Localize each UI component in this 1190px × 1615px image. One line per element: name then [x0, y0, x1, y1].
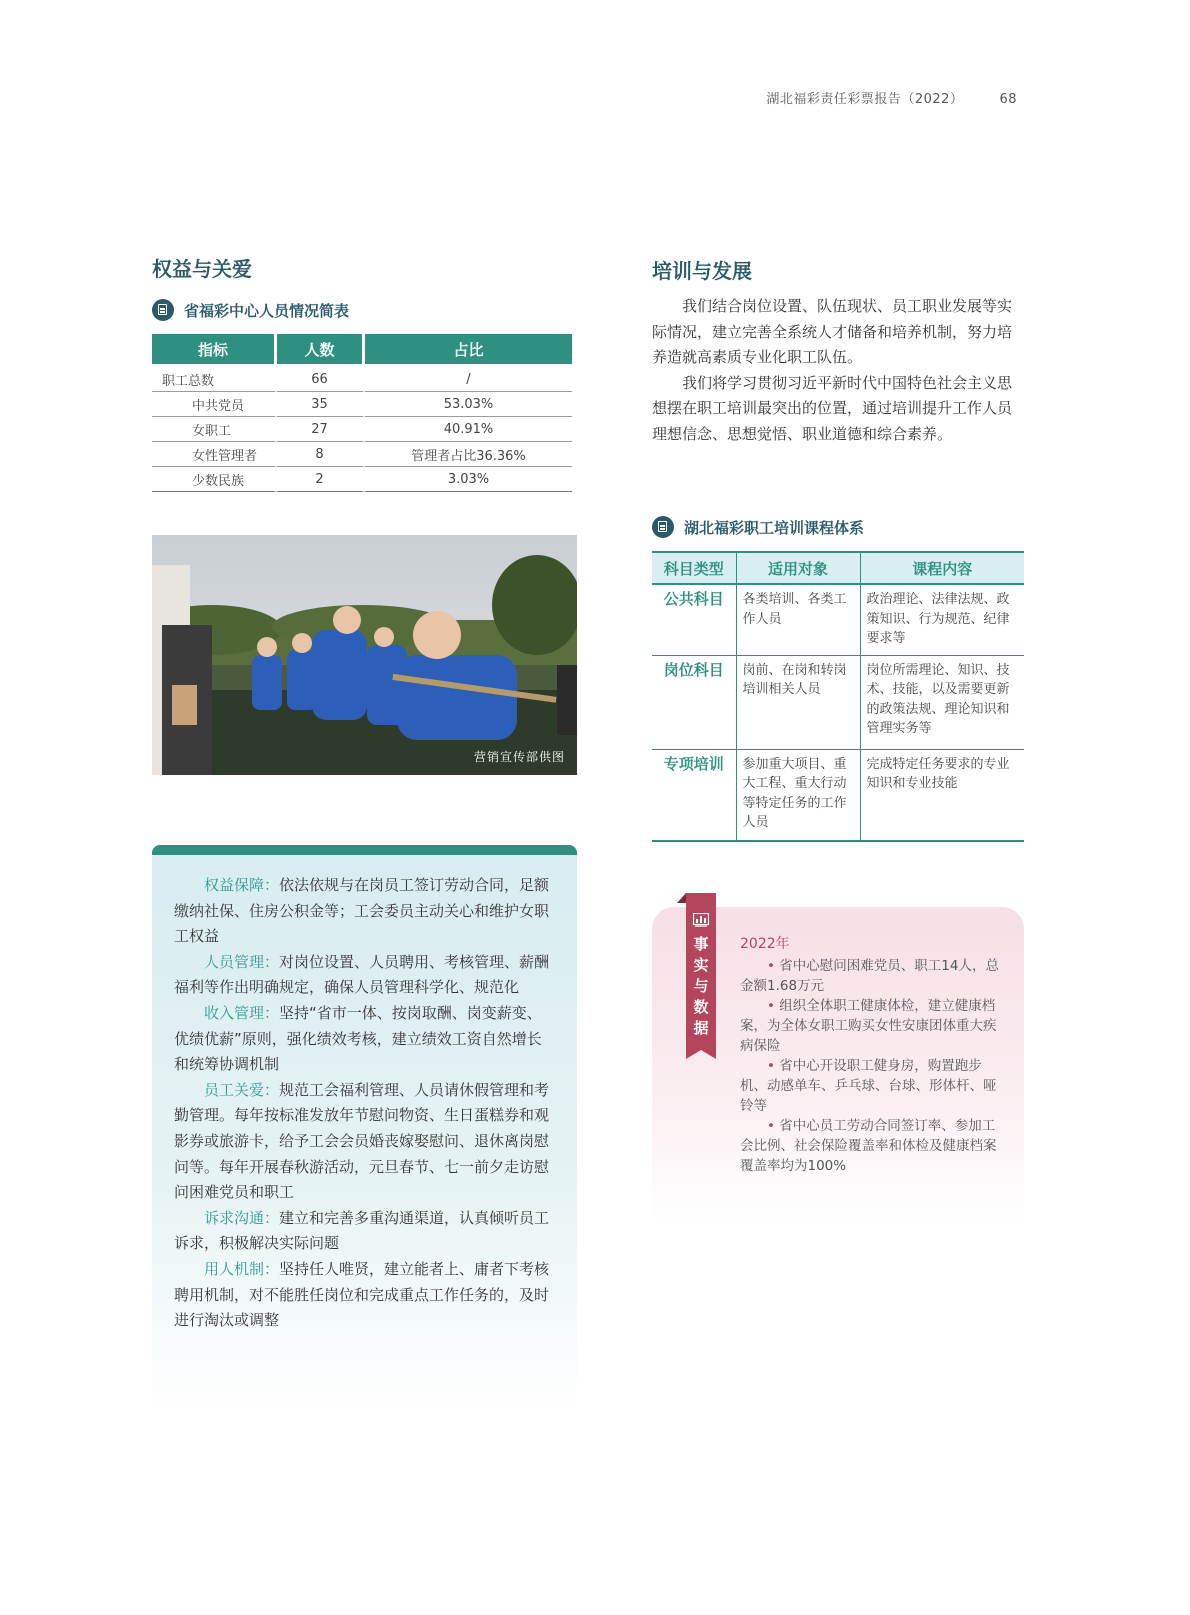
row-label: 女性管理者	[152, 442, 277, 467]
row-ratio: 53.03%	[365, 392, 572, 417]
training-table-header	[652, 552, 1024, 584]
ribbon-char: 事	[693, 935, 709, 953]
ribbon-char: 与	[693, 977, 709, 995]
training-table-title	[652, 516, 864, 538]
training-intro	[652, 294, 1022, 448]
bar-chart-icon	[693, 913, 709, 927]
rights-item	[174, 873, 556, 950]
rights-item-key: 人员管理：	[204, 952, 280, 971]
rights-item-text: 坚持任人唯贤，建立能者上、庸者下考核聘用机制，对不能胜任岗位和完成重点工作任务的，及时进行淘汰或调整	[174, 1259, 550, 1330]
training-table	[652, 551, 1024, 842]
rights-box	[152, 845, 577, 1410]
facts-year: 2022年	[740, 936, 790, 952]
col-header: 人数	[277, 334, 365, 367]
section-title-training: 培训与发展	[652, 259, 752, 283]
bullet-icon: •	[767, 958, 775, 974]
col-header: 占比	[365, 334, 572, 367]
fact-item	[740, 1056, 1002, 1116]
fact-item	[740, 956, 1002, 996]
row-label: 少数民族	[152, 467, 277, 492]
facts-content	[740, 934, 1002, 1176]
fact-text: 省中心员工劳动合同签订率、参加工会比例、社会保险覆盖率和体检及健康档案覆盖率均为100%	[740, 1118, 997, 1174]
course-type: 专项培训	[652, 749, 736, 841]
rights-item-text: 依法依规与在岗员工签订劳动合同，足额缴纳社保、住房公积金等；工会委员主动关心和维护女职工权益	[174, 876, 550, 946]
row-count: 2	[277, 467, 365, 492]
rights-item-key: 员工关爱：	[204, 1080, 280, 1099]
rights-item	[174, 950, 556, 1001]
col-header: 课程内容	[860, 552, 1024, 584]
table-row	[152, 467, 572, 492]
section-title-rights: 权益与关爱	[152, 257, 252, 281]
rights-item-text: 对岗位设置、人员聘用、考核管理、薪酬福利等作出明确规定，确保人员管理科学化、规范化	[174, 952, 550, 997]
ribbon-fold	[677, 893, 686, 903]
document-icon	[652, 516, 674, 538]
bullet-icon: •	[767, 1118, 775, 1134]
table-row	[152, 417, 572, 442]
course-type: 公共科目	[652, 584, 736, 655]
intro-paragraph: 我们将学习贯彻习近平新时代中国特色社会主义思想摆在职工培训最突出的位置，通过培训提升工作人员理想信念、思想觉悟、职业道德和综合素养。	[652, 373, 1013, 443]
training-table-title-text: 湖北福彩职工培训课程体系	[684, 518, 865, 537]
row-count: 66	[277, 367, 365, 392]
intro-paragraph: 我们结合岗位设置、队伍现状、员工职业发展等实际情况，建立完善全系统人才储备和培养机制，努力培养造就高素质专业化职工队伍。	[652, 297, 1013, 367]
report-title: 湖北福彩责任彩票报告（2022）	[766, 92, 964, 107]
rights-item-text: 坚持“省市一体、按岗取酬、岗变薪变、优绩优薪”原则，强化绩效考核，建立绩效工资自然增长和统筹协调机制	[174, 1003, 542, 1074]
rights-box-text	[174, 873, 556, 1334]
ribbon-char: 实	[693, 956, 709, 974]
rights-item	[174, 1257, 556, 1334]
table-row	[152, 442, 572, 467]
row-ratio: 3.03%	[365, 467, 572, 492]
row-label: 女职工	[152, 417, 277, 442]
col-header: 指标	[152, 334, 277, 367]
table-row	[152, 392, 572, 417]
row-ratio: 40.91%	[365, 417, 572, 442]
photo-illustration	[152, 535, 577, 775]
row-count: 8	[277, 442, 365, 467]
table-row	[652, 749, 1024, 841]
fact-item	[740, 1116, 1002, 1176]
course-target: 各类培训、各类工作人员	[736, 584, 860, 655]
rights-item-key: 收入管理：	[204, 1003, 280, 1022]
table-row	[652, 655, 1024, 749]
rights-item	[174, 1001, 556, 1078]
ribbon-tail	[686, 1050, 716, 1059]
fact-text: 省中心开设职工健身房，购置跑步机、动感单车、乒乓球、台球、形体杆、哑铃等	[740, 1058, 997, 1114]
row-ratio: 管理者占比36.36%	[365, 442, 572, 467]
rights-item-key: 诉求沟通：	[204, 1208, 280, 1227]
row-label: 中共党员	[152, 392, 277, 417]
staff-table-header	[152, 334, 572, 367]
fact-text: 省中心慰问困难党员、职工14人，总金额1.68万元	[740, 958, 999, 994]
row-count: 27	[277, 417, 365, 442]
page-number: 68	[999, 92, 1017, 107]
rights-item-key: 权益保障：	[204, 876, 280, 894]
staff-table-title	[152, 299, 349, 321]
tug-of-war-photo	[152, 535, 577, 775]
col-header: 科目类型	[652, 552, 736, 584]
bullet-icon: •	[767, 1058, 775, 1074]
rights-item	[174, 1206, 556, 1257]
course-type: 岗位科目	[652, 655, 736, 749]
course-content: 岗位所需理论、知识、技术、技能，以及需要更新的政策法规、理论知识和管理实务等	[860, 655, 1024, 749]
row-count: 35	[277, 392, 365, 417]
fact-text: 组织全体职工健康体检，建立健康档案，为全体女职工购买女性安康团体重大疾病保险	[740, 998, 997, 1054]
rights-box-bar	[152, 845, 577, 855]
page-header	[766, 88, 1017, 107]
photo-caption: 营销宣传部供图	[473, 750, 565, 764]
staff-table	[152, 334, 572, 492]
rights-item	[174, 1078, 556, 1206]
staff-table-title-text: 省福彩中心人员情况简表	[184, 301, 350, 320]
document-icon	[152, 299, 174, 321]
course-content: 完成特定任务要求的专业知识和专业技能	[860, 749, 1024, 841]
course-target: 参加重大项目、重大工程、重大行动等特定任务的工作人员	[736, 749, 860, 841]
course-target: 岗前、在岗和转岗培训相关人员	[736, 655, 860, 749]
fact-item	[740, 996, 1002, 1056]
ribbon-char: 数	[693, 998, 709, 1016]
table-row	[152, 367, 572, 392]
rights-item-text: 规范工会福利管理、人员请休假管理和考勤管理。每年按标准发放年节慰问物资、生日蛋糕券和观影券或旅游卡，给予工会会员婚丧嫁娶慰问、退休离岗慰问等。每年开展春秋游活动，元旦春节、七一前夕走访慰问困难党员和职工	[174, 1080, 550, 1202]
course-content: 政治理论、法律法规、政策知识、行为规范、纪律要求等	[860, 584, 1024, 655]
rights-item-key: 用人机制：	[204, 1259, 280, 1278]
rights-item-text: 建立和完善多重沟通渠道，认真倾听员工诉求，积极解决实际问题	[174, 1208, 550, 1253]
table-row	[652, 584, 1024, 655]
row-ratio: /	[365, 367, 572, 392]
bullet-icon: •	[767, 998, 775, 1014]
col-header: 适用对象	[736, 552, 860, 584]
facts-ribbon-label	[686, 934, 716, 1039]
row-label: 职工总数	[152, 367, 277, 392]
ribbon-char: 据	[693, 1019, 709, 1037]
